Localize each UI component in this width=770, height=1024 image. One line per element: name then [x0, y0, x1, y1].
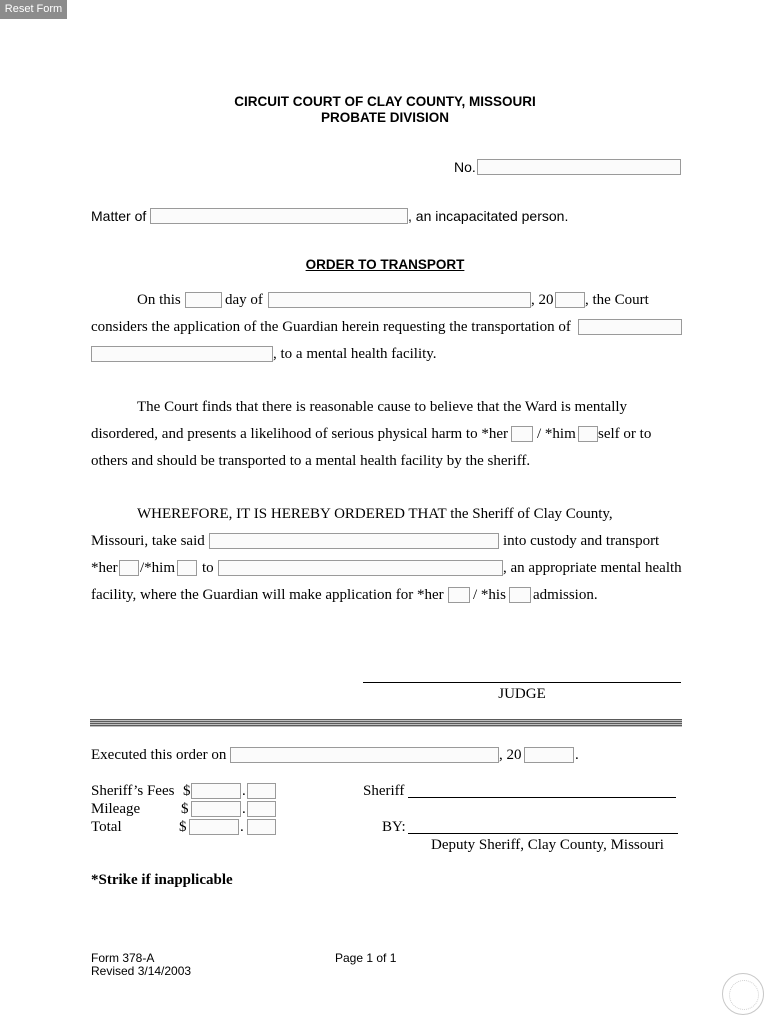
facility-field[interactable] — [218, 560, 503, 576]
para1-line3: , to a mental health facility. — [273, 346, 437, 362]
executed-year-prefix: , 20 — [499, 747, 522, 763]
fees-cents-field[interactable] — [247, 783, 276, 799]
matter-of-label: Matter of — [91, 208, 147, 224]
court-seal-watermark — [722, 973, 764, 1015]
him-checkbox-2[interactable] — [177, 560, 197, 576]
admission-text: admission. — [533, 587, 598, 603]
form-number: Form 378-A — [91, 951, 155, 965]
total-label: Total — [91, 819, 122, 835]
strike-note: *Strike if inapplicable — [91, 872, 233, 888]
his-checkbox-3[interactable] — [509, 587, 531, 603]
case-number-field[interactable] — [477, 159, 681, 175]
mileage-label: Mileage — [91, 801, 141, 817]
para3-line2a: Missouri, take said — [91, 533, 205, 549]
para3-him: /*him — [140, 560, 176, 576]
self-or-to: self or to — [598, 426, 652, 442]
sheriff-signature-line — [408, 797, 676, 798]
fees-dollars-field[interactable] — [191, 783, 241, 799]
para3-line1: WHEREFORE, IT IS HEREBY ORDERED THAT the Sheriff of Clay County, — [137, 506, 613, 522]
month-field[interactable] — [268, 292, 531, 308]
para2-line1: The Court finds that there is reasonable cause to believe that the Ward is mentally — [137, 399, 628, 415]
matter-name-field[interactable] — [150, 208, 408, 224]
day-field[interactable] — [185, 292, 222, 308]
deputy-sheriff-label: Deputy Sheriff, Clay County, Missouri — [431, 837, 664, 853]
incapacitated-suffix: , an incapacitated person. — [408, 208, 569, 224]
para2-line3: others and should be transported to a mental health facility by the sheriff. — [91, 453, 531, 469]
fees-currency: $ — [183, 783, 191, 799]
revised-date: Revised 3/14/2003 — [91, 964, 192, 978]
him-label-1: / *him — [537, 426, 576, 442]
para1-line2: considers the application of the Guardian herein requesting the transportation of — [91, 319, 571, 335]
year-field[interactable] — [555, 292, 585, 308]
fees-sep: . — [242, 783, 246, 799]
executed-year-field[interactable] — [524, 747, 574, 763]
her-checkbox-1[interactable] — [511, 426, 533, 442]
ward-custody-field[interactable] — [209, 533, 499, 549]
her-checkbox-2[interactable] — [119, 560, 139, 576]
by-label: BY: — [382, 819, 406, 835]
mileage-currency: $ — [181, 801, 189, 817]
executed-period: . — [575, 747, 579, 763]
para3-line3d: , an appropriate mental health — [503, 560, 682, 576]
on-this-label: On this — [137, 292, 181, 308]
total-sep: . — [240, 819, 244, 835]
para2-line2: disordered, and presents a likelihood of serious physical harm to *her — [91, 426, 508, 442]
division-heading: PROBATE DIVISION — [320, 110, 449, 125]
para3-her: *her — [91, 560, 118, 576]
para3-his: / *his — [473, 587, 506, 603]
the-court-text: , the Court — [585, 292, 649, 308]
year-prefix: , 20 — [531, 292, 554, 308]
executed-date-field[interactable] — [230, 747, 499, 763]
total-currency: $ — [179, 819, 187, 835]
section-divider — [90, 719, 682, 727]
executed-label: Executed this order on — [91, 747, 227, 763]
ward-name-field-b[interactable] — [91, 346, 273, 362]
court-heading: CIRCUIT COURT OF CLAY COUNTY, MISSOURI — [234, 94, 536, 109]
mileage-dollars-field[interactable] — [191, 801, 241, 817]
him-checkbox-1[interactable] — [578, 426, 598, 442]
reset-form-button[interactable]: Reset Form — [0, 0, 67, 19]
para3-line4a: facility, where the Guardian will make application for *her — [91, 587, 444, 603]
judge-label: JUDGE — [498, 686, 546, 702]
case-no-label: No. — [454, 159, 476, 175]
judge-signature-line — [363, 682, 681, 683]
deputy-signature-line — [408, 833, 678, 834]
total-dollars-field[interactable] — [189, 819, 239, 835]
sheriff-label: Sheriff — [363, 783, 405, 799]
mileage-cents-field[interactable] — [247, 801, 276, 817]
ward-name-field-a[interactable] — [578, 319, 682, 335]
her-checkbox-3[interactable] — [448, 587, 470, 603]
mileage-sep: . — [242, 801, 246, 817]
page-indicator: Page 1 of 1 — [335, 951, 397, 965]
order-title: ORDER TO TRANSPORT — [305, 257, 465, 272]
para3-line2b: into custody and transport — [503, 533, 660, 549]
day-of-label: day of — [225, 292, 263, 308]
total-cents-field[interactable] — [247, 819, 276, 835]
para3-to: to — [202, 560, 214, 576]
fees-label: Sheriff’s Fees — [91, 783, 175, 799]
